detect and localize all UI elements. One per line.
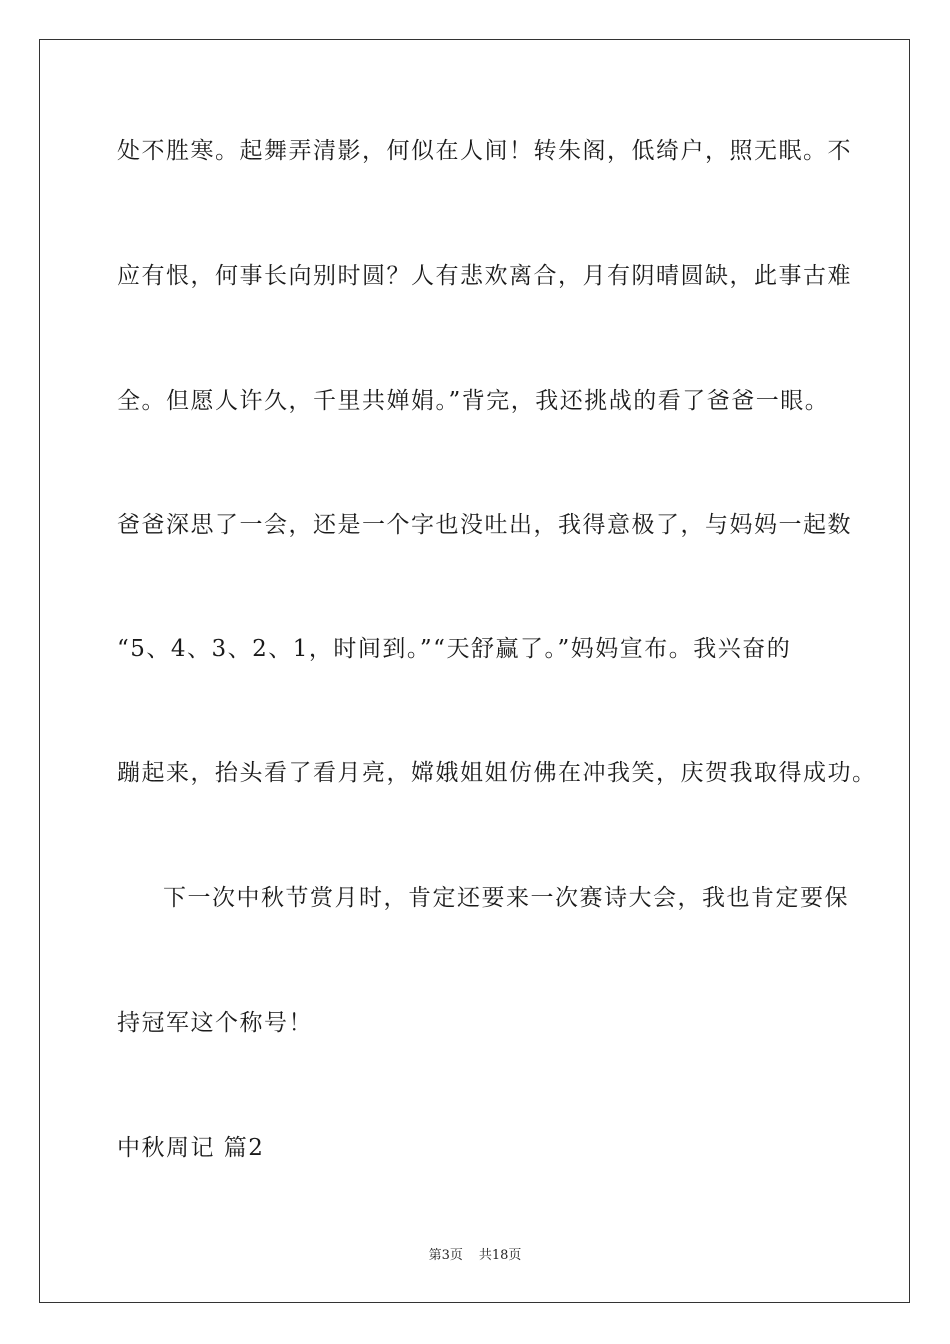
section-heading: 中秋周记 篇2	[117, 1135, 265, 1161]
page-total: 共18页	[478, 1248, 522, 1263]
page-border	[39, 39, 910, 1303]
body-text-line: 蹦起来，抬头看了看月亮，嫦娥姐姐仿佛在冲我笑，庆贺我取得成功。	[117, 760, 877, 786]
paragraph-first-line: 下一次中秋节赏月时，肯定还要来一次赛诗大会，我也肯定要保	[163, 885, 849, 911]
body-text-line: 全。但愿人许久，千里共婵娟。”背完，我还挑战的看了爸爸一眼。	[117, 388, 830, 414]
page-number: 第3页	[428, 1248, 463, 1263]
body-text-line: 爸爸深思了一会，还是一个字也没吐出，我得意极了，与妈妈一起数	[117, 512, 852, 538]
body-text-line: 持冠军这个称号！	[117, 1010, 313, 1036]
body-text-line: 应有恨，何事长向别时圆？人有悲欢离合，月有阴晴圆缺，此事古难	[117, 263, 852, 289]
body-text-line: “5、4、3、2、1，时间到。”“天舒赢了。”妈妈宣布。我兴奋的	[117, 636, 792, 662]
body-text-line: 处不胜寒。起舞弄清影，何似在人间！转朱阁，低绮户，照无眠。不	[117, 138, 852, 164]
page-footer	[0, 1247, 950, 1265]
